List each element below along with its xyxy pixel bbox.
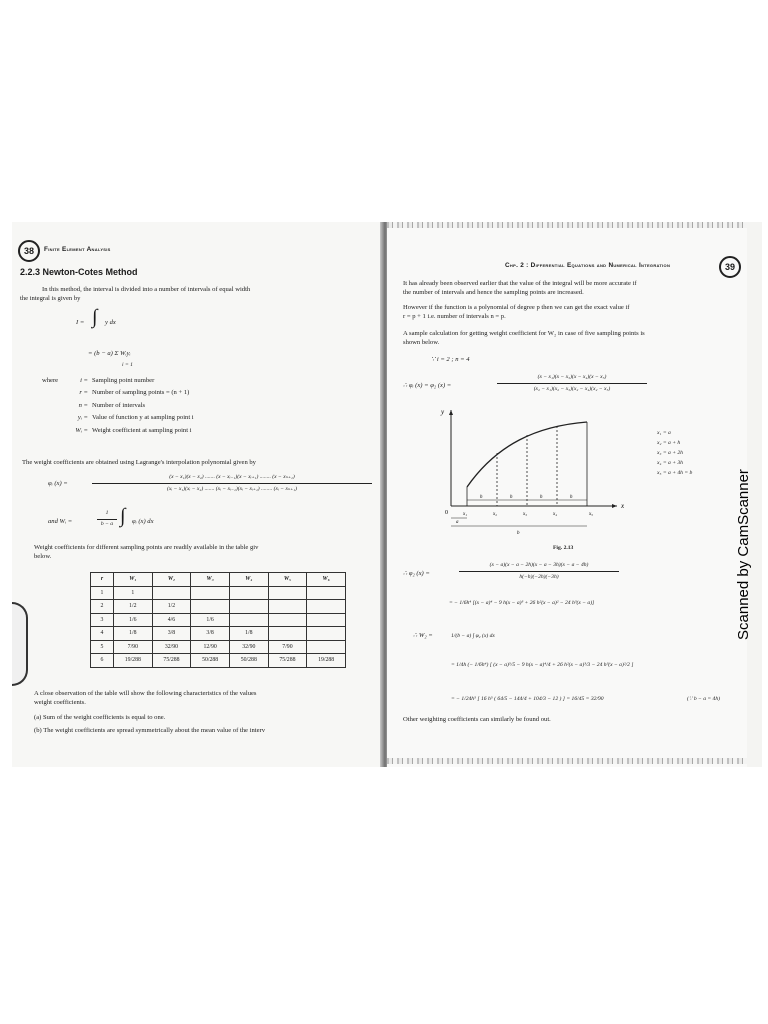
running-head-left: Finite Element Analysis — [44, 246, 111, 253]
observation-line-2: weight coefficients. — [34, 699, 86, 706]
fraction-bar — [92, 483, 372, 484]
fig-def: x₁ = a — [657, 430, 671, 436]
definition-row: n = Number of intervals — [78, 401, 146, 409]
wi-frac-den: b − a — [100, 521, 114, 527]
h-label: h — [540, 495, 543, 500]
h-label: h — [510, 495, 513, 500]
phi-denominator: (xᵢ − x₁)(xᵢ − x₂) ....... (xᵢ − xᵢ₋₁)(xᵢ − xᵢ₊₁) ........ (xᵢ − xₙ₊₁) — [167, 486, 297, 492]
eq-integral-rhs: y dx — [105, 319, 116, 326]
para-1-line-2: the number of intervals and hence the sampling points are increased. — [403, 289, 584, 296]
wi-rhs: φᵢ (x) dx — [132, 518, 154, 525]
figure-definitions — [657, 428, 692, 478]
b-label: b — [517, 531, 520, 536]
where-label: where — [42, 377, 59, 384]
a-label: a — [456, 520, 459, 525]
fig-def: x₂ = a + h — [657, 440, 681, 446]
lagrange-text: The weight coefficients are obtained using Lagrange's interpolation polynomial given by — [22, 459, 256, 466]
fig-def: x₅ = a + 4h = b — [657, 470, 693, 476]
wi-lhs: and Wᵢ = — [48, 518, 73, 525]
h-label: h — [480, 495, 483, 500]
table-row: 4 1/8 3/8 3/8 1/8 — [91, 627, 346, 641]
intro-line-2: the integral is given by — [20, 295, 81, 302]
definitions-list — [68, 377, 194, 435]
phi2x-expansion: = − 1/6h⁴ [(x − a)⁴ − 9 h(x − a)³ + 26 h²(x − a)² − 24 h³(x − a)] — [449, 600, 595, 606]
point-b: (b) The weight coefficients are spread symmetrically about the mean value of the interv — [34, 727, 265, 734]
book-spread — [12, 222, 762, 767]
y-axis-label: y — [441, 408, 445, 416]
integral-sign-icon: ∫ — [120, 505, 126, 527]
page-number-left: 38 — [18, 240, 40, 262]
definition-row: Wᵢ = Weight coefficient at sampling point i — [75, 426, 192, 434]
definition-row: yᵢ = Value of function y at sampling point i — [77, 414, 194, 422]
page-number-right: 39 — [719, 256, 741, 278]
closing-text: Other weighting coefficients can similarly be found out. — [403, 716, 551, 723]
table-row: 1 1 — [91, 586, 346, 600]
running-head-right: Chp. 2 : Differential Equations and Numerical Integration — [505, 262, 671, 269]
table-row: 3 1/6 4/6 1/6 — [91, 613, 346, 627]
eq-sum: = (b − a) Σ Wᵢyᵢ — [88, 350, 131, 357]
fraction-bar — [97, 519, 117, 520]
phi2x-numerator: (x − a)(x − a − 2h)(x − a − 3h)(x − a − 4h) — [489, 562, 589, 568]
phi2-denominator: (x₂ − x₁)(x₂ − x₃)(x₂ − x₄)(x₂ − x₅) — [533, 386, 611, 392]
para-2-line-1: However if the function is a polynomial of degree p then we can get the exact value if — [403, 304, 630, 311]
scan-noise-bottom — [387, 758, 747, 764]
camscanner-watermark: Scanned by CamScanner — [735, 469, 752, 640]
table-intro-1: Weight coefficients for different sampling points are readily available in the table giv — [34, 544, 259, 551]
phi-numerator: (x − x₁)(x − x₂) ....... (x − xᵢ₋₁)(x − xᵢ₊₁) ........ (x − xₙ₊₁) — [169, 474, 295, 480]
scan-noise-top — [387, 222, 747, 228]
fraction-bar — [459, 571, 619, 572]
left-page — [12, 222, 382, 767]
intro-line-1: In this method, the interval is divided into a number of intervals of equal width — [42, 286, 251, 293]
table-intro-2: below. — [34, 553, 52, 560]
fig-def: x₄ = a + 3h — [657, 460, 683, 466]
table-row: 2 1/2 1/2 — [91, 600, 346, 614]
phi2x-lhs: ∴ φ₂ (x) = — [403, 570, 430, 577]
wi-frac-num: 1 — [105, 510, 109, 516]
para-2-line-2: r = p + 1 i.e. number of intervals n = p. — [403, 313, 506, 320]
figure-caption: Fig. 2.13 — [553, 545, 574, 551]
x-axis-arrow-icon — [612, 504, 617, 508]
eq-sum-limits: i = 1 — [122, 362, 133, 368]
w2-lhs: ∴ W₂ = — [413, 632, 433, 639]
h-label: h — [570, 495, 573, 500]
x3-label: x₃ — [523, 512, 527, 517]
x5-label: x₅ — [589, 512, 593, 517]
para-1-line-1: It has already been observed earlier that the value of the integral will be more accurate if — [403, 280, 637, 287]
table-row: 6 19/288 75/288 50/288 50/288 75/288 19/288 — [91, 654, 346, 668]
fraction-bar — [497, 383, 647, 384]
w2-step-1: = 1/4h (− 1/6h⁴) [ (x − a)⁵/5 − 9 h(x − a)⁴/4 + 26 h²(x − a)³/3 − 24 h³(x − a)²/2 ] — [451, 662, 634, 668]
definition-row: i = Sampling point number — [80, 377, 155, 384]
binder-clip-shape — [12, 602, 28, 686]
table-header-row: r W₁ W₂ W₃ W₄ W₅ W₆ — [91, 573, 346, 587]
para-3-line-1: A sample calculation for getting weight coefficient for W₂ in case of five sampling points is — [403, 330, 645, 337]
phi2x-denominator: h(−h)(−2h)(−3h) — [519, 574, 559, 580]
w2-rhs: 1/(b − a) ∫ φ₂ (x) dx — [451, 633, 495, 639]
w2-note: (∵ b − a = 4h) — [687, 696, 721, 702]
observation-line-1: A close observation of the table will show the following characteristics of the values — [34, 690, 257, 697]
point-a: (a) Sum of the weight coefficients is equal to one. — [34, 714, 166, 721]
table-row: 5 7/90 32/90 12/90 32/90 7/90 — [91, 640, 346, 654]
origin-label: 0 — [445, 510, 448, 516]
given-values: ∵ i = 2 ; n = 4 — [431, 356, 470, 363]
weight-coefficient-table — [90, 572, 346, 668]
integral-sign-icon: ∫ — [92, 306, 98, 328]
right-page — [387, 222, 747, 767]
eq-integral-lhs: I = — [76, 319, 85, 326]
section-title: 2.2.3 Newton-Cotes Method — [20, 267, 138, 277]
w2-step-2: = − 1/24h⁵ [ 16 h⁵ ( 64/5 − 144/4 + 104/3 − 12 ) ] = 16/45 = 32/90 — [451, 696, 604, 702]
x4-label: x₄ — [553, 512, 557, 517]
para-3-line-2: shown below. — [403, 339, 440, 346]
x2-label: x₂ — [493, 512, 497, 517]
x-axis-label: x — [621, 502, 625, 510]
phi2-lhs: ∴ φᵢ (x) = φ₂ (x) = — [403, 382, 452, 389]
fig-def: x₃ = a + 2h — [657, 450, 683, 456]
phi-lhs: φᵢ (x) = — [48, 480, 68, 487]
phi2-numerator: (x − x₁)(x − x₃)(x − x₄)(x − x₅) — [537, 374, 607, 380]
definition-row: r = Number of sampling points = (n + 1) — [79, 389, 190, 397]
x1-label: x₁ — [463, 512, 467, 517]
integration-figure — [437, 404, 637, 542]
y-axis-arrow-icon — [449, 410, 453, 415]
function-curve — [467, 422, 587, 487]
